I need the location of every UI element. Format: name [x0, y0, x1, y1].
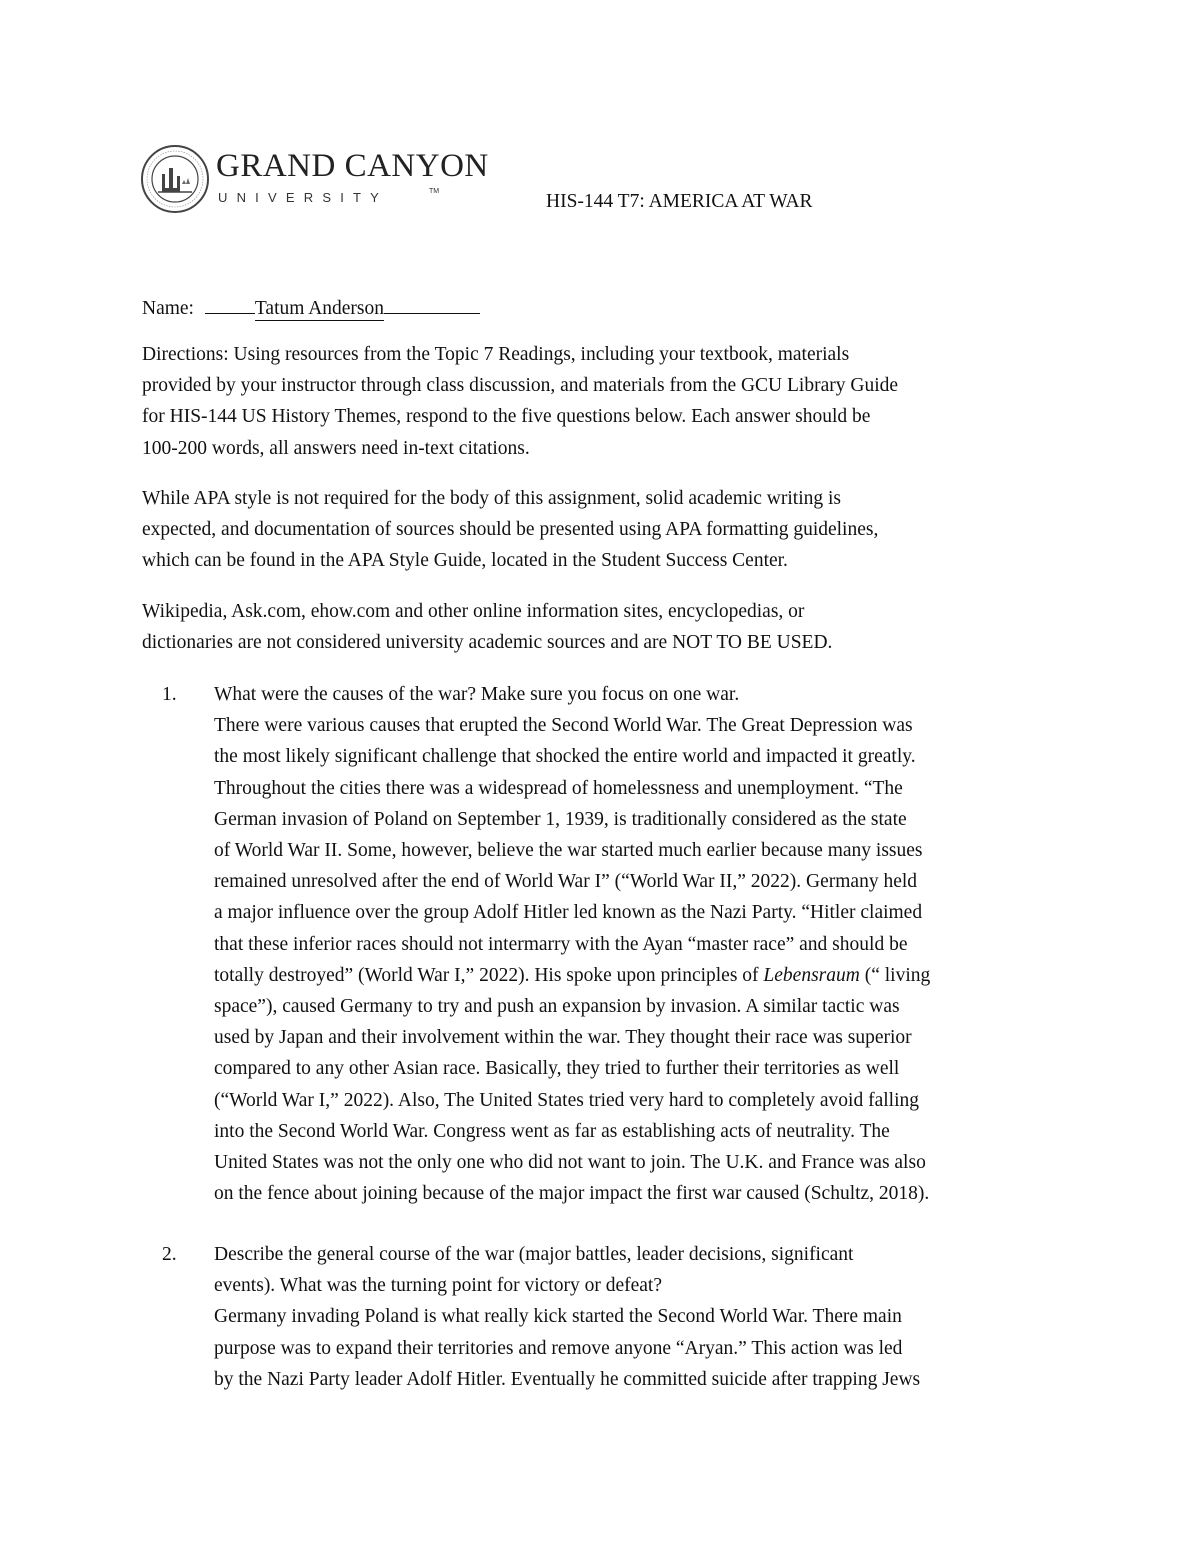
answer-line: Throughout the cities there was a widespread of homelessness and unemployment. “The [214, 777, 903, 799]
directions-line: provided by your instructor through class discussion, and materials from the GCU Library Guide [142, 375, 899, 397]
logo-subtitle: UNIVERSITY [218, 190, 389, 205]
question-body [214, 679, 1074, 1209]
answer-line: compared to any other Asian race. Basically, they tried to further their territories as well [214, 1058, 900, 1080]
answer-line: United States was not the only one who did not want to join. The U.K. and France was also [214, 1152, 926, 1174]
directions-line: 100-200 words, all answers need in-text citations. [142, 437, 530, 459]
answer-line-with-italic [214, 960, 1074, 991]
answer-line: remained unresolved after the end of World War I” (“World War II,” 2022). Germany held [214, 871, 918, 893]
sources-paragraph [142, 596, 1042, 658]
apa-line: which can be found in the APA Style Guide, located in the Student Success Center. [142, 550, 788, 572]
student-name: Tatum Anderson [254, 298, 385, 319]
student-name-line [142, 290, 1042, 324]
answer-line: the most likely significant challenge that shocked the entire world and impacted it greatly. [214, 746, 916, 768]
answer-line: German invasion of Poland on September 1, 1939, is traditionally considered as the state [214, 808, 907, 830]
name-label: Name: [142, 298, 194, 319]
answer-line: on the fence about joining because of the major impact the first war caused (Schultz, 2018). [214, 1183, 930, 1205]
sources-line: dictionaries are not considered university academic sources and are NOT TO BE USED. [142, 632, 833, 654]
answer-line: purpose was to expand their territories and remove anyone “Aryan.” This action was led [214, 1337, 903, 1359]
answer-line: Germany invading Poland is what really kick started the Second World War. There main [214, 1306, 902, 1328]
university-seal-icon [140, 144, 210, 214]
sources-line: Wikipedia, Ask.com, ehow.com and other online information sites, encyclopedias, or [142, 601, 805, 622]
answer-line: into the Second World War. Congress went as far as establishing acts of neutrality. The [214, 1120, 890, 1142]
answer-text: (“ living [859, 964, 931, 986]
logo-wordmark: GRAND CANYON [216, 148, 489, 184]
question-body [214, 1239, 1074, 1395]
apa-line: While APA style is not required for the body of this assignment, solid academic writing is [142, 488, 842, 509]
question-number: 2. [162, 1244, 177, 1265]
document-title: HIS-144 T7: AMERICA AT WAR [546, 191, 813, 212]
italic-term: Lebensraum [763, 964, 860, 986]
answer-text: totally destroyed” (World War I,” 2022). His spoke upon principles of [214, 964, 764, 986]
question-prompt-line: What were the causes of the war? Make sure you focus on one war. [214, 684, 740, 705]
answer-line: of World War II. Some, however, believe the war started much earlier because many issues [214, 840, 923, 862]
university-logo [140, 144, 489, 216]
name-underline-left [205, 290, 255, 314]
question-prompt-line: events). What was the turning point for victory or defeat? [214, 1275, 662, 1297]
apa-line: expected, and documentation of sources should be presented using APA formatting guidelines, [142, 519, 879, 541]
answer-line: (“World War I,” 2022). Also, The United States tried very hard to completely avoid falling [214, 1089, 919, 1111]
logo-trademark: TM [429, 188, 440, 195]
answer-line: by the Nazi Party leader Adolf Hitler. Eventually he committed suicide after trapping Jews [214, 1368, 921, 1390]
question-number: 1. [162, 684, 177, 705]
apa-paragraph [142, 483, 1042, 577]
directions-line: for HIS-144 US History Themes, respond to the five questions below. Each answer should be [142, 406, 871, 428]
answer-line: space”), caused Germany to try and push an expansion by invasion. A similar tactic was [214, 996, 900, 1018]
directions-paragraph [142, 339, 1042, 464]
question-prompt-line: Describe the general course of the war (major battles, leader decisions, significant [214, 1244, 854, 1265]
answer-line: a major influence over the group Adolf Hitler led known as the Nazi Party. “Hitler claimed [214, 902, 923, 924]
answer-line: that these inferior races should not intermarry with the Ayan “master race” and should be [214, 933, 908, 955]
name-underline-right [384, 290, 480, 314]
directions-line: Directions: Using resources from the Topic 7 Readings, including your textbook, materials [142, 344, 850, 365]
answer-line: There were various causes that erupted the Second World War. The Great Depression was [214, 715, 913, 737]
answer-line: used by Japan and their involvement within the war. They thought their race was superior [214, 1027, 912, 1049]
